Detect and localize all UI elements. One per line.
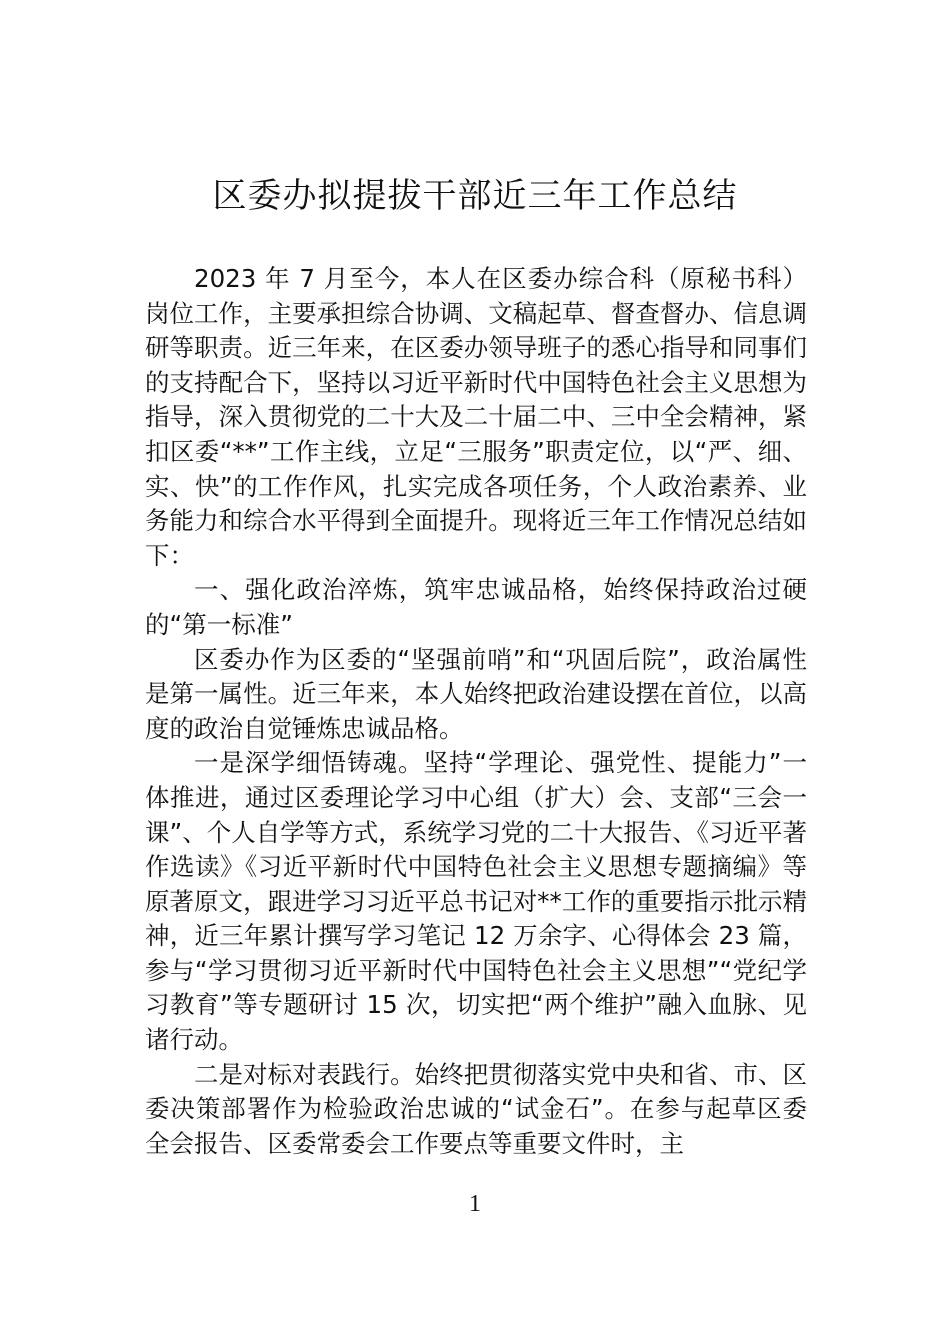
paragraph-section-1-intro: 区委办作为区委的“坚强前哨”和“巩固后院”，政治属性是第一属性。近三年来，本人始终把政治建设摆在首位，以高度的政治自觉锤炼忠诚品格。 [145,644,807,743]
paragraph-point-2: 二是对标对表践行。始终把贯彻落实党中央和省、市、区委决策部署作为检验政治忠诚的“试金石”。在参与起草区委全会报告、区委常委会工作要点等重要文件时，主 [145,1059,807,1158]
page-number: 1 [469,1191,481,1217]
paragraph-intro: 2023 年 7 月至今，本人在区委办综合科（原秘书科）岗位工作，主要承担综合协调、文稿起草、督查督办、信息调研等职责。近三年来，在区委办领导班子的悉心指导和同事们的支持配合下，坚持以习近平新时代中国特色社会主义思想为指导，深入贯彻党的二十大及二十届二中、三中全会精神，紧扣区委“**”工作主线，立足“三服务”职责定位，以“严、细、实、快”的工作作风，扎实完成各项任务，个人政治素养、业务能力和综合水平得到全面提升。现将近三年工作情况总结如下： [145,264,807,570]
document-body [145,262,807,1161]
document-title: 区委办拟提拔干部近三年工作总结 [212,176,738,216]
paragraph-point-1: 一是深学细悟铸魂。坚持“学理论、强党性、提能力”一体推进，通过区委理论学习中心组（扩大）会、支部“三会一课”、个人自学等方式，系统学习党的二十大报告、《习近平著作选读》《习近平新时代中国特色社会主义思想专题摘编》等原著原文，跟进学习习近平总书记对**工作的重要指示批示精神，近三年累计撰写学习笔记 12 万余字、心得体会 23 篇，参与“学习贯彻习近平新时代中国特色社会主义思想”“党纪学习教育”等专题研讨 15 次，切实把“两个维护”融入血脉、见诸行动。 [145,748,807,1055]
section-heading-1: 一、强化政治淬炼，筑牢忠诚品格，始终保持政治过硬的“第一标准” [145,575,807,639]
